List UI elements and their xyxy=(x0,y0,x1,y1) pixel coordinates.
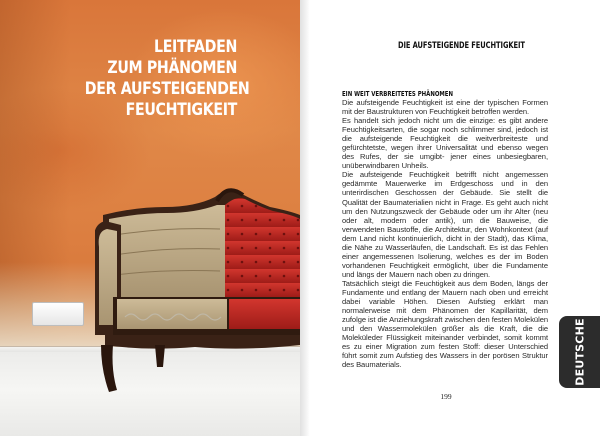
body-text xyxy=(342,98,548,369)
paragraph: Die aufsteigende Feuchtigkeit ist eine der typischen Formen mit der Baustrukturen von Feuchtigkeit betroffen werden. xyxy=(342,98,548,117)
cover-title xyxy=(84,36,250,120)
paragraph: Tatsächlich steigt die Feuchtigkeit aus dem Boden, längs der Fundamente und entlang der Mauern nach oben und erreicht dabei variable Höhen. Diesen Aufstieg erklärt man normalerweise mit dem Phänomen der Kapillarität, dem zufolge ist die Anziehungskraft zwischen den festen Molekülen und den Wassermolekülen größer als die Kraft, die die Moleküleder Flüssigkeit miteinander verbindet, somit kommt es zu einer Migration zum festen Stoff: dieser Unterschied führt somit zum Aufstieg des Wassers in der porösen Struktur des Baumaterials. xyxy=(342,278,548,370)
language-tab xyxy=(559,316,600,388)
cover-title-line: ZUM PHÄNOMEN xyxy=(107,58,237,77)
sofa-illustration xyxy=(95,185,300,400)
cover-title-line: FEUCHTIGKEIT xyxy=(125,100,237,119)
running-head: DIE AUFSTEIGENDE FEUCHTIGKEIT xyxy=(398,41,525,51)
cover-title-line: DER AUFSTEIGENDEN xyxy=(84,79,250,98)
language-tab-label: DEUTSCHE xyxy=(573,318,586,386)
cover-title-line: LEITFADEN xyxy=(153,37,237,56)
book-gutter xyxy=(300,0,310,436)
paragraph: Die aufsteigende Feuchtigkeit betrifft nicht angemessen gedämmte Mauerwerke im Erdgeschoss und in den unterirdischen Geschossen der Gebäude. Sie stellt die Qualität der Baumaterialien nicht in Frage. Es geht auch nicht um den Nutzungszweck der Gebäude oder um ihr Alter (neu oder alt, modern oder antik), um die Bauweise, die verwendeten Baustoffe, die Architektur, den Wohnkontext (auf dem Land nicht kontinuierlich, dicht in der Stadt), das Klima, die Nähe zu Wasserläufen, die Landschaft. Es ist das Fehlen einer angemessenen Isolierung, welches es der im Boden vorhandenen Feuchtigkeit ermöglicht, über die Fundamente und längs der Mauern nach oben zu dringen. xyxy=(342,170,548,279)
section-subheading: EIN WEIT VERBREITETES PHÄNOMEN xyxy=(342,89,453,98)
paragraph: Es handelt sich jedoch nicht um die einzige: es gibt andere Feuchtigkeitsarten, die sogar noch schlimmer sind, jedoch ist die aufsteigende Feuchtigkeit die weitverbreiteste und gefürchtetste, wegen ihrer Universalität und ebenso wegen des Rufes, der sie umgibt- jener eines unbesiegbaren, unüberwindbaren Unheils. xyxy=(342,116,548,171)
wall-outlet xyxy=(32,302,84,326)
page-number: 199 xyxy=(440,392,452,401)
